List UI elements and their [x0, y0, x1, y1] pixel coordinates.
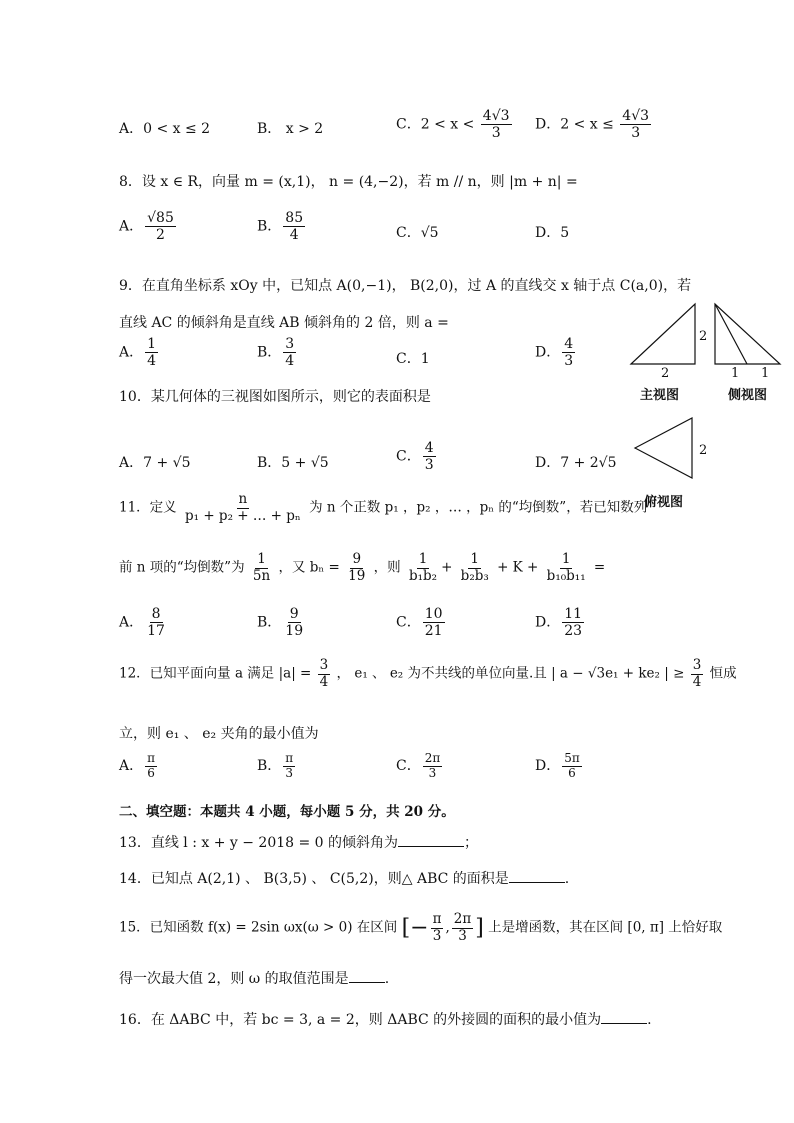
- q10-stem: 10．某几何体的三视图如图所示，则它的表面积是: [119, 389, 431, 405]
- q11-option-a: A． $\frac{8}{17}$: [119, 606, 165, 640]
- q12-option-b: B． $\frac{\pi}{3}$: [257, 751, 294, 780]
- q12-stem-line2: 立，则 e₁ 、 e₂ 夹角的最小值为: [119, 726, 319, 742]
- q11-option-d: D． $\frac{11}{23}$: [535, 606, 583, 640]
- q7-c-prefix: C．2 < x <: [396, 116, 475, 133]
- q9-stem-line2: 直线 AC 的倾斜角是直线 AB 倾斜角的 2 倍，则 a =: [119, 315, 449, 331]
- q10-option-a: A．7 + √5: [119, 455, 191, 471]
- top-height-label: 2: [699, 443, 708, 458]
- q8-option-b: B． $\frac{85}{4}$: [257, 210, 304, 244]
- q12-stem-line1: 12．已知平面向量 a 满足 |a| = $\frac{3}{4}$ ， e₁ 、 e₂ 为不共线的单位向量.且 | a − √3e₁ + ke₂ | ≥ $\frac{3}{4}$ 恒成: [119, 657, 737, 690]
- front-base-label: 2: [661, 366, 670, 381]
- q15-stem-line1: 15．已知函数 f(x) = 2sin ωx(ω > 0) 在区间 [− $\frac{\pi}{3}$ , $\frac{2\pi}{3}$ ] 上是增函数，其在区间 [0, π] 上恰好取: [119, 911, 723, 944]
- q14-stem: 14．已知点 A(2,1) 、 B(3,5) 、 C(5,2)，则△ ABC 的面积是 .: [119, 871, 570, 887]
- q12-option-a: A． $\frac{\pi}{6}$: [119, 751, 156, 780]
- side-view-label: 侧视图: [728, 388, 768, 403]
- q11-stem-line1: 11．定义 $\frac{n}{\text{p₁ + p₂ + … + pₙ}}$ 为 n 个正数 p₁ ，p₂ ，… ，pₙ 的“均倒数”，若已知数列: [119, 491, 648, 524]
- q8-option-d: D．5: [535, 225, 570, 241]
- q15-answer-blank: [349, 970, 385, 983]
- q7-option-a: A．0 < x ≤ 2: [119, 121, 211, 137]
- q9-option-a: A． $\frac{1}{4}$: [119, 336, 157, 370]
- q16-answer-blank: [601, 1011, 647, 1024]
- q7-c-fraction: $\frac{4√3}{3}$: [482, 108, 510, 142]
- q8-stem: 8．设 x ∈ R，向量 m = (x,1)， n = (4,−2)，若 m // n，则 |m + n| =: [119, 174, 578, 190]
- q10-option-c: C． $\frac{4}{3}$: [396, 440, 434, 474]
- side-base-label-1: 1: [731, 366, 740, 381]
- front-view-label: 主视图: [640, 388, 680, 403]
- q8-option-c: C．√5: [396, 225, 439, 241]
- q16-stem: 16．在 ΔABC 中，若 bc = 3, a = 2，则 ΔABC 的外接圆的面积的最小值为 .: [119, 1012, 652, 1028]
- q10-option-d: D．7 + 2√5: [535, 455, 617, 471]
- q13-stem: 13．直线 l : x + y − 2018 = 0 的倾斜角为 ；: [119, 835, 479, 851]
- q9-option-c: C．1: [396, 351, 430, 367]
- q9-stem-line1: 9．在直角坐标系 xOy 中，已知点 A(0,−1)， B(2,0)，过 A 的直线交 x 轴于点 C(a,0)，若: [119, 278, 692, 294]
- q9-option-b: B． $\frac{3}{4}$: [257, 336, 295, 370]
- q11-option-c: C． $\frac{10}{21}$: [396, 606, 443, 640]
- q7-d-fraction: $\frac{4√3}{3}$: [622, 108, 650, 142]
- q7-option-c: [396, 108, 514, 141]
- q15-stem-line2: 得一次最大值 2，则 ω 的取值范围是 .: [119, 971, 390, 987]
- q14-answer-blank: [509, 870, 565, 883]
- q10-option-b: B．5 + √5: [257, 455, 329, 471]
- top-view-triangle: [635, 418, 692, 478]
- q8-option-a: A． $\frac{√85}{2}$: [119, 210, 174, 244]
- q9-option-d: D． $\frac{4}{3}$: [535, 336, 574, 370]
- front-height-label: 2: [699, 329, 708, 344]
- q11-option-b: B． $\frac{9}{19}$: [257, 606, 304, 640]
- q12-option-d: D． $\frac{5\pi}{6}$: [535, 751, 580, 780]
- q11-stem-line2: 前 n 项的“均倒数”为 $\frac{1}{5n}$ ，又 bₙ = $\frac{9}{19}$ ，则 $\frac{1}{\text{b₁b₂}}$ + $\frac{1}{\text{b₂b₃}}$ + K + $\frac{1}{\text{b₁₀b₁₁}}$ =: [119, 551, 606, 584]
- q7-option-d: [535, 108, 653, 141]
- front-view-triangle: [631, 304, 695, 364]
- three-view-figure: [625, 298, 790, 513]
- q13-answer-blank: [398, 834, 464, 847]
- q7-d-prefix: D．2 < x ≤: [535, 116, 614, 133]
- q12-option-c: C． $\frac{2\pi}{3}$: [396, 751, 441, 780]
- side-base-label-2: 1: [761, 366, 770, 381]
- section-heading-fill-in: 二、填空题：本题共 4 小题，每小题 5 分，共 20 分。: [119, 804, 455, 820]
- side-view-triangle: [715, 304, 780, 364]
- top-view-label: 俯视图: [644, 495, 684, 510]
- q7-option-b: B． x > 2: [257, 121, 324, 137]
- q11-definition-fraction: $\frac{n}{\text{p₁ + p₂ + … + pₙ}}$: [184, 491, 301, 524]
